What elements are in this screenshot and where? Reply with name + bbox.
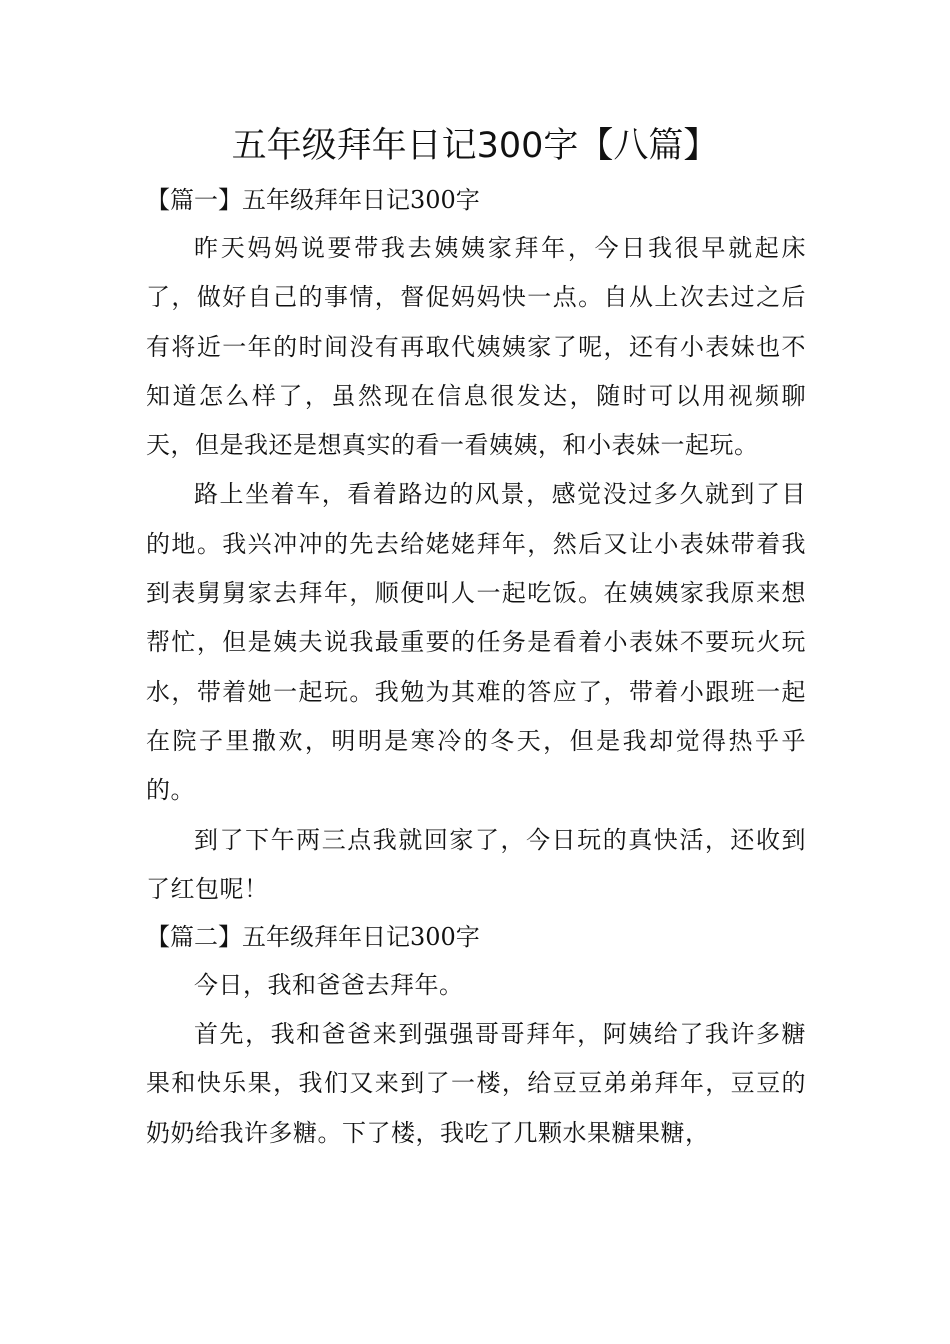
paragraph: 到了下午两三点我就回家了，今日玩的真快活，还收到了红包呢！: [146, 825, 806, 903]
paragraph: 首先，我和爸爸来到强强哥哥拜年，阿姨给了我许多糖果和快乐果，我们又来到了一楼，给豆豆弟弟拜年，豆豆的奶奶给我许多糖。下了楼，我吃了几颗水果糖果糖，: [146, 1020, 806, 1147]
section-2: [146, 914, 806, 1158]
document-body: [146, 177, 806, 1158]
document-title: 五年级拜年日记300字【八篇】: [231, 126, 719, 166]
section-heading: 【篇一】五年级拜年日记300字: [146, 186, 480, 214]
section-1: [146, 177, 806, 914]
section-heading: 【篇二】五年级拜年日记300字: [146, 923, 480, 952]
paragraph: 昨天妈妈说要带我去姨姨家拜年，今日我很早就起床了，做好自己的事情，督促妈妈快一点。自从上次去过之后有将近一年的时间没有再取代姨姨家了呢，还有小表妹也不知道怎么样了，虽然现在信息很发达，随时可以用视频聊天，但是我还是想真实的看一看姨姨，和小表妹一起玩。: [146, 234, 806, 460]
paragraph: 今日，我和爸爸去拜年。: [194, 971, 464, 1000]
paragraph: 路上坐着车，看着路边的风景，感觉没过多久就到了目的地。我兴冲冲的先去给姥姥拜年，然后又让小表妹带着我到表舅舅家去拜年，顺便叫人一起吃饭。在姨姨家我原来想帮忙，但是姨夫说我最重要的任务是看着小表妹不要玩火玩水，带着她一起玩。我勉为其难的答应了，带着小跟班一起在院子里撒欢，明明是寒冷的冬天，但是我却觉得热乎乎的。: [146, 480, 806, 805]
